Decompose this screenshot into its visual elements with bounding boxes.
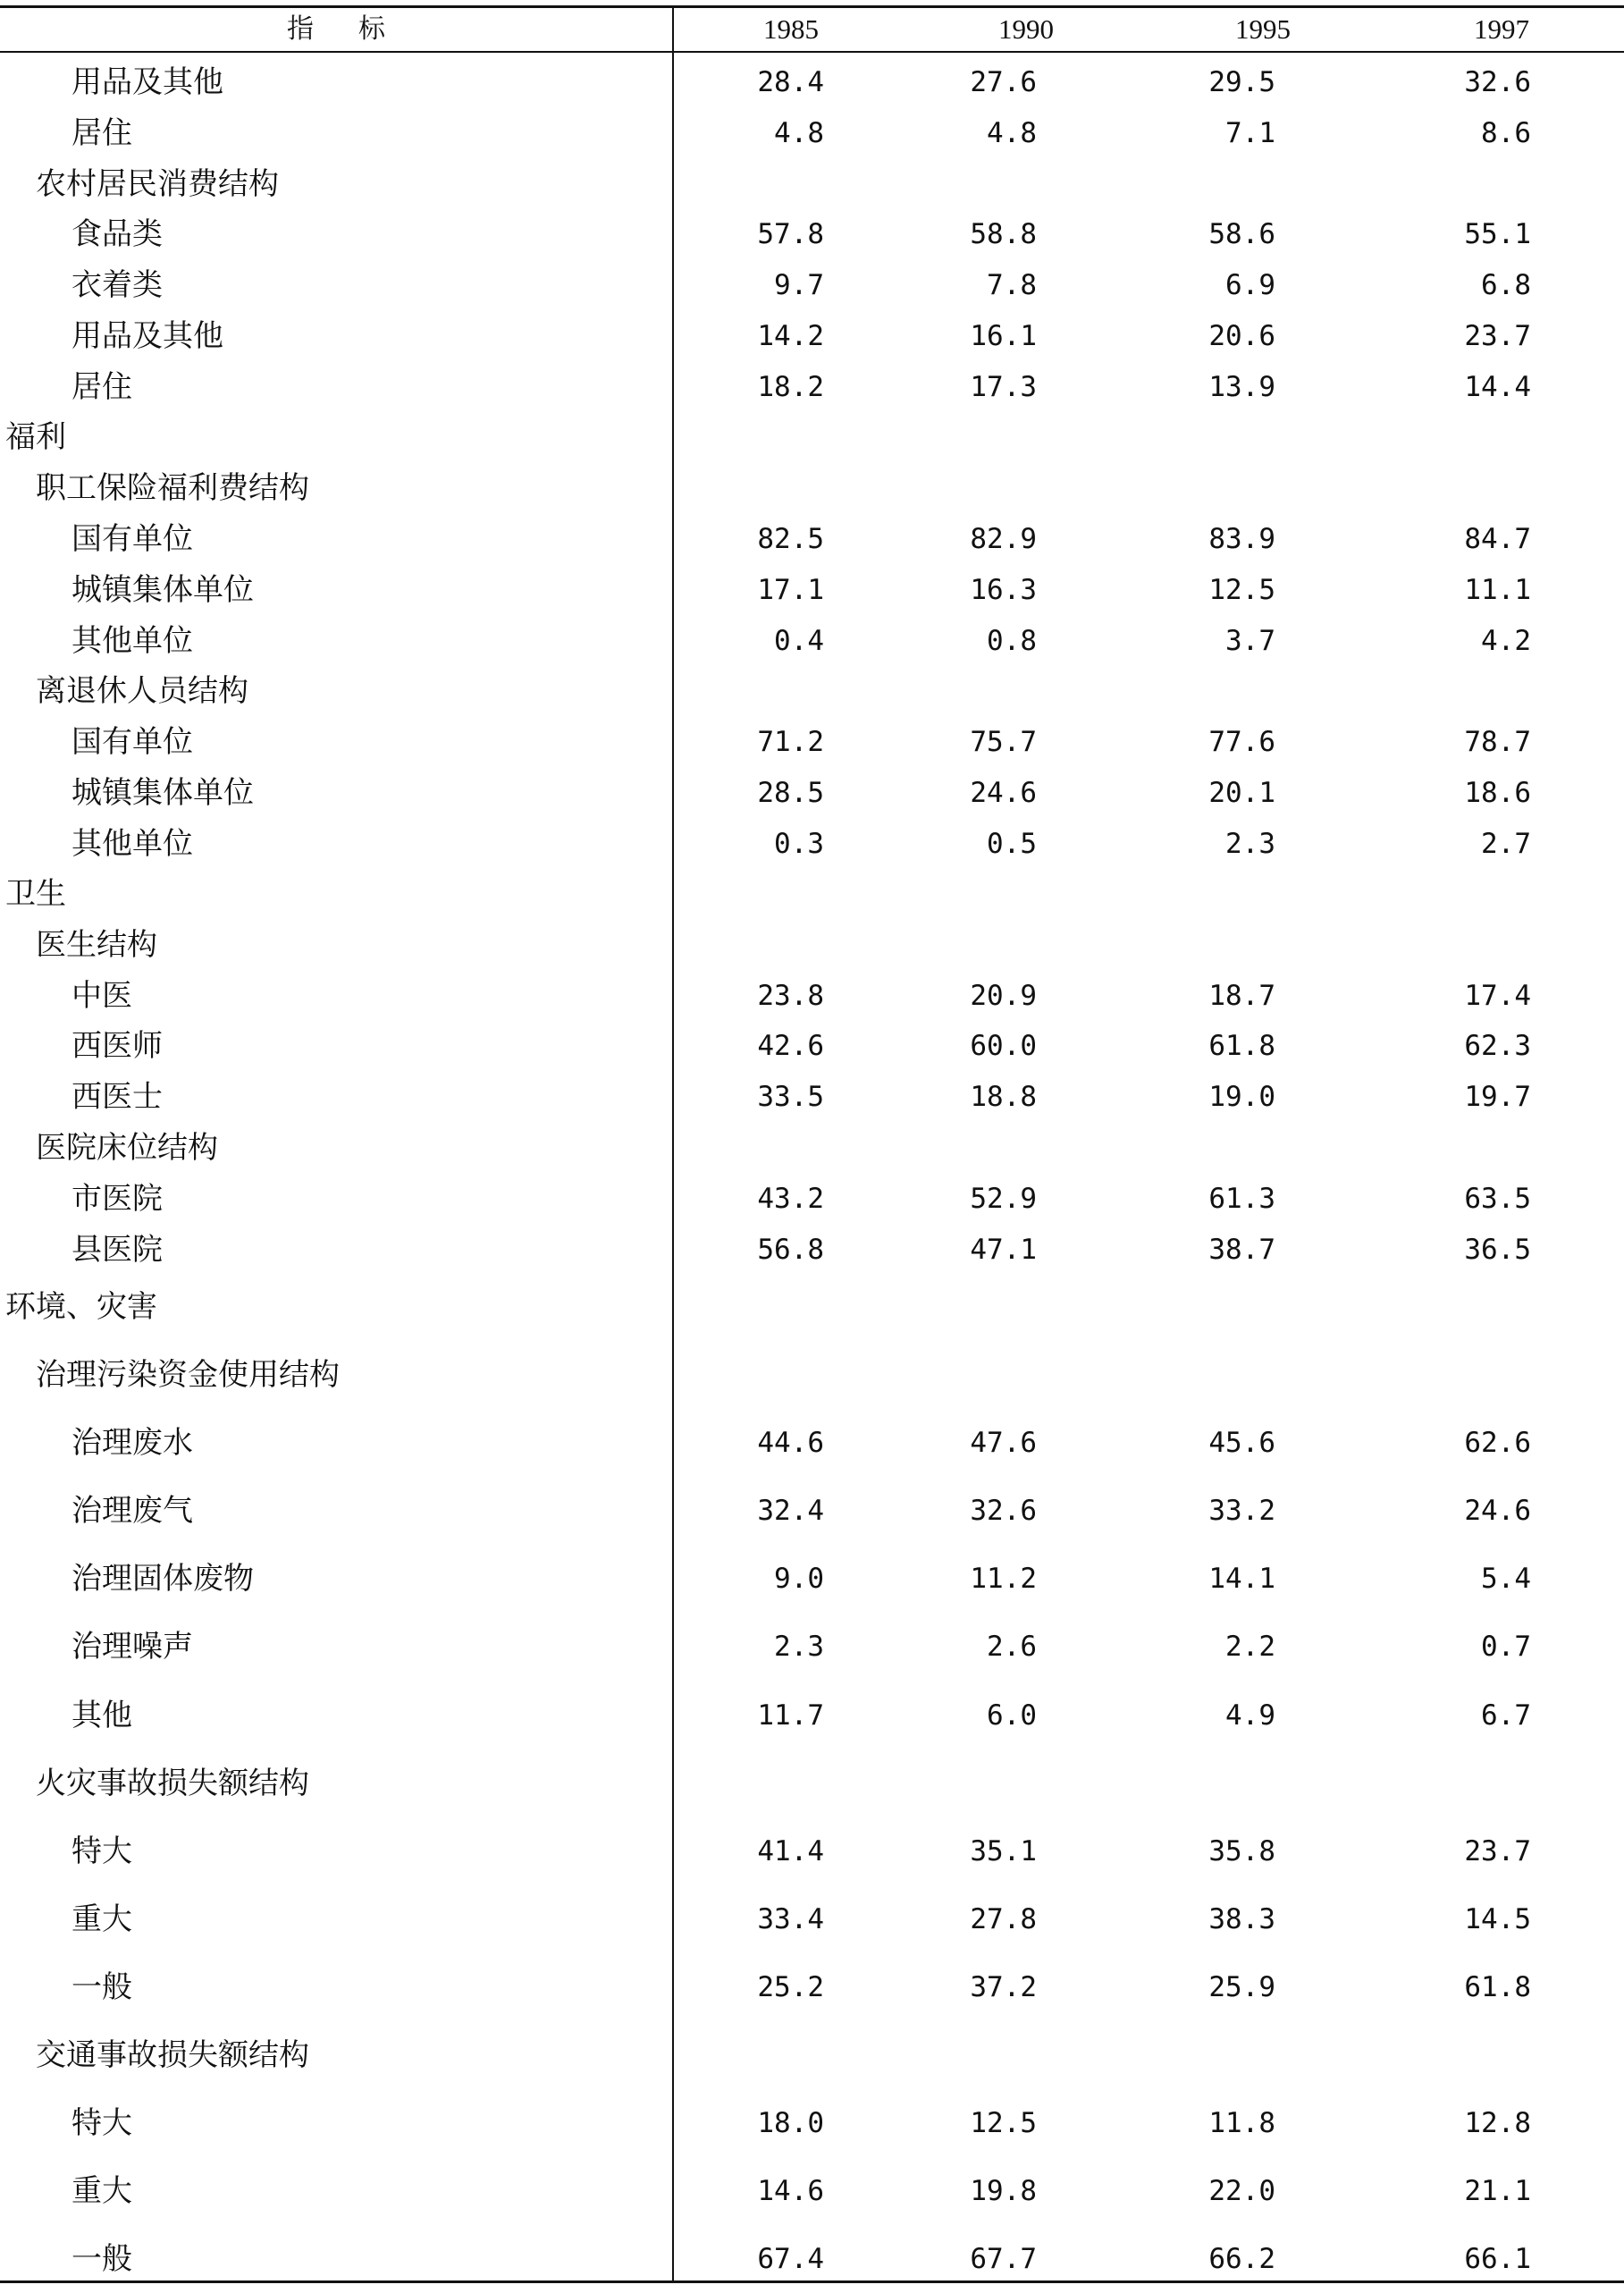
table-row: [0, 978, 1624, 1014]
value-cell-1985: 0.4: [774, 625, 824, 657]
value-cell-1997: 6.7: [1481, 1699, 1531, 1732]
table-row: [0, 115, 1624, 151]
value-cell-1990: 52.9: [970, 1183, 1037, 1215]
value-cell-1985: 4.8: [774, 117, 824, 149]
row-label: 西医士: [72, 1079, 163, 1115]
value-cell-1985: 57.8: [757, 218, 824, 250]
value-cell-1995: 12.5: [1208, 574, 1275, 606]
value-cell-1990: 12.5: [970, 2107, 1037, 2139]
value-cell-1997: 12.8: [1464, 2107, 1531, 2139]
value-cell-1990: 16.3: [970, 574, 1037, 606]
subsection-label: 医院床位结构: [36, 1130, 218, 1166]
table-row: [0, 826, 1624, 862]
value-cell-1995: 14.1: [1208, 1563, 1275, 1595]
value-cell-1985: 43.2: [757, 1183, 824, 1215]
value-cell-1985: 44.6: [757, 1427, 824, 1459]
value-cell-1995: 19.0: [1208, 1081, 1275, 1113]
row-label: 其他单位: [72, 623, 193, 659]
value-cell-1997: 19.7: [1464, 1081, 1531, 1113]
table-row: [0, 1834, 1624, 1869]
header-indicator: 指标: [287, 13, 430, 45]
value-cell-1995: 38.7: [1208, 1234, 1275, 1266]
value-cell-1990: 47.1: [970, 1234, 1037, 1266]
value-cell-1995: 18.7: [1208, 980, 1275, 1012]
table-row: [0, 1493, 1624, 1529]
value-cell-1995: 61.3: [1208, 1183, 1275, 1215]
subsection-label: 火灾事故损失额结构: [36, 1766, 309, 1801]
table-row: [0, 2173, 1624, 2209]
table-header: [0, 8, 1624, 51]
value-cell-1990: 47.6: [970, 1427, 1037, 1459]
table-row: [0, 724, 1624, 760]
value-cell-1985: 17.1: [757, 574, 824, 606]
value-cell-1985: 28.4: [757, 66, 824, 98]
table-row: [0, 1357, 1624, 1393]
value-cell-1995: 35.8: [1208, 1835, 1275, 1867]
value-cell-1985: 33.5: [757, 1081, 824, 1113]
value-cell-1990: 20.9: [970, 980, 1037, 1012]
value-cell-1995: 25.9: [1208, 1971, 1275, 2003]
value-cell-1997: 8.6: [1481, 117, 1531, 149]
subsection-label: 医生结构: [36, 927, 157, 963]
value-cell-1990: 6.0: [987, 1699, 1037, 1732]
value-cell-1985: 2.3: [774, 1631, 824, 1663]
row-label: 衣着类: [72, 267, 163, 303]
table-row: [0, 1130, 1624, 1166]
value-cell-1985: 67.4: [757, 2243, 824, 2275]
row-label: 治理废水: [72, 1425, 193, 1461]
value-cell-1997: 36.5: [1464, 1234, 1531, 1266]
table-row: [0, 1629, 1624, 1665]
table-row: [0, 267, 1624, 303]
value-cell-1990: 35.1: [970, 1835, 1037, 1867]
value-cell-1985: 71.2: [757, 726, 824, 758]
value-cell-1985: 14.6: [757, 2175, 824, 2207]
value-cell-1985: 18.2: [757, 371, 824, 403]
table-row: [0, 1901, 1624, 1937]
table-row: [0, 166, 1624, 202]
value-cell-1990: 27.8: [970, 1903, 1037, 1935]
header-year-1997: 1997: [1474, 13, 1529, 45]
row-label: 城镇集体单位: [72, 775, 254, 811]
row-label: 用品及其他: [72, 318, 223, 354]
value-cell-1997: 61.8: [1464, 1971, 1531, 2003]
subsection-label: 职工保险福利费结构: [36, 470, 309, 506]
value-cell-1990: 24.6: [970, 777, 1037, 809]
subsection-label: 交通事故损失额结构: [36, 2037, 309, 2073]
value-cell-1997: 5.4: [1481, 1563, 1531, 1595]
value-cell-1997: 23.7: [1464, 1835, 1531, 1867]
value-cell-1990: 17.3: [970, 371, 1037, 403]
row-label: 一般: [72, 2241, 132, 2277]
subsection-label: 治理污染资金使用结构: [36, 1357, 340, 1393]
table-row: [0, 1698, 1624, 1733]
table-row: [0, 2105, 1624, 2141]
value-cell-1997: 66.1: [1464, 2243, 1531, 2275]
row-label: 中医: [72, 978, 132, 1014]
row-label: 特大: [72, 1834, 132, 1869]
value-cell-1995: 7.1: [1225, 117, 1275, 149]
value-cell-1995: 20.6: [1208, 320, 1275, 352]
row-label: 用品及其他: [72, 64, 223, 100]
value-cell-1985: 9.0: [774, 1563, 824, 1595]
value-cell-1995: 83.9: [1208, 523, 1275, 555]
value-cell-1985: 82.5: [757, 523, 824, 555]
section-label: 卫生: [5, 876, 66, 912]
value-cell-1995: 66.2: [1208, 2243, 1275, 2275]
table-row: [0, 623, 1624, 659]
value-cell-1985: 28.5: [757, 777, 824, 809]
value-cell-1995: 38.3: [1208, 1903, 1275, 1935]
section-label: 福利: [5, 419, 66, 455]
value-cell-1995: 33.2: [1208, 1495, 1275, 1527]
row-label: 重大: [72, 2173, 132, 2209]
value-cell-1985: 11.7: [757, 1699, 824, 1732]
value-cell-1997: 55.1: [1464, 218, 1531, 250]
value-cell-1985: 33.4: [757, 1903, 824, 1935]
table-row: [0, 1028, 1624, 1064]
value-cell-1997: 4.2: [1481, 625, 1531, 657]
value-cell-1990: 75.7: [970, 726, 1037, 758]
value-cell-1985: 0.3: [774, 828, 824, 860]
value-cell-1990: 4.8: [987, 117, 1037, 149]
table-row: [0, 369, 1624, 405]
value-cell-1997: 62.3: [1464, 1030, 1531, 1062]
row-label: 城镇集体单位: [72, 572, 254, 608]
value-cell-1997: 11.1: [1464, 574, 1531, 606]
value-cell-1990: 7.8: [987, 269, 1037, 301]
row-label: 县医院: [72, 1232, 163, 1268]
row-label: 居住: [72, 369, 132, 405]
table-row: [0, 1969, 1624, 2005]
row-label: 治理废气: [72, 1493, 193, 1529]
table-row: [0, 2037, 1624, 2073]
value-cell-1990: 58.8: [970, 218, 1037, 250]
value-cell-1995: 3.7: [1225, 625, 1275, 657]
table-row: [0, 673, 1624, 709]
row-label: 食品类: [72, 216, 163, 252]
value-cell-1997: 14.4: [1464, 371, 1531, 403]
value-cell-1995: 2.3: [1225, 828, 1275, 860]
table-header-rule: [0, 51, 1624, 53]
table-row: [0, 2241, 1624, 2277]
value-cell-1997: 23.7: [1464, 320, 1531, 352]
row-label: 重大: [72, 1901, 132, 1937]
table-row: [0, 1561, 1624, 1597]
row-label: 国有单位: [72, 724, 193, 760]
value-cell-1995: 6.9: [1225, 269, 1275, 301]
table-row: [0, 64, 1624, 100]
header-year-1990: 1990: [998, 13, 1054, 45]
value-cell-1997: 24.6: [1464, 1495, 1531, 1527]
row-label: 其他: [72, 1698, 132, 1733]
table-row: [0, 1425, 1624, 1461]
value-cell-1997: 32.6: [1464, 66, 1531, 98]
value-cell-1995: 77.6: [1208, 726, 1275, 758]
value-cell-1985: 42.6: [757, 1030, 824, 1062]
value-cell-1990: 82.9: [970, 523, 1037, 555]
value-cell-1995: 58.6: [1208, 218, 1275, 250]
row-label: 一般: [72, 1969, 132, 2005]
row-label: 特大: [72, 2105, 132, 2141]
table-bottom-rule: [0, 2280, 1624, 2283]
value-cell-1990: 32.6: [970, 1495, 1037, 1527]
value-cell-1997: 6.8: [1481, 269, 1531, 301]
value-cell-1997: 62.6: [1464, 1427, 1531, 1459]
value-cell-1985: 32.4: [757, 1495, 824, 1527]
header-year-1995: 1995: [1235, 13, 1291, 45]
value-cell-1995: 13.9: [1208, 371, 1275, 403]
value-cell-1985: 23.8: [757, 980, 824, 1012]
table-row: [0, 521, 1624, 557]
value-cell-1990: 11.2: [970, 1563, 1037, 1595]
value-cell-1985: 41.4: [757, 1835, 824, 1867]
row-label: 西医师: [72, 1028, 163, 1064]
value-cell-1990: 2.6: [987, 1631, 1037, 1663]
value-cell-1985: 9.7: [774, 269, 824, 301]
header-year-1985: 1985: [763, 13, 819, 45]
table-row: [0, 318, 1624, 354]
value-cell-1995: 11.8: [1208, 2107, 1275, 2139]
row-label: 国有单位: [72, 521, 193, 557]
value-cell-1990: 19.8: [970, 2175, 1037, 2207]
value-cell-1997: 17.4: [1464, 980, 1531, 1012]
value-cell-1995: 20.1: [1208, 777, 1275, 809]
section-label: 环境、灾害: [5, 1289, 157, 1325]
value-cell-1990: 27.6: [970, 66, 1037, 98]
value-cell-1990: 37.2: [970, 1971, 1037, 2003]
value-cell-1985: 14.2: [757, 320, 824, 352]
value-cell-1997: 2.7: [1481, 828, 1531, 860]
value-cell-1995: 2.2: [1225, 1631, 1275, 1663]
value-cell-1990: 67.7: [970, 2243, 1037, 2275]
value-cell-1997: 18.6: [1464, 777, 1531, 809]
value-cell-1995: 61.8: [1208, 1030, 1275, 1062]
table-row: [0, 572, 1624, 608]
value-cell-1990: 60.0: [970, 1030, 1037, 1062]
row-label: 治理噪声: [72, 1629, 193, 1665]
table-row: [0, 1232, 1624, 1268]
value-cell-1990: 0.8: [987, 625, 1037, 657]
row-label: 其他单位: [72, 826, 193, 862]
table-row: [0, 876, 1624, 912]
table-row: [0, 1289, 1624, 1325]
value-cell-1985: 56.8: [757, 1234, 824, 1266]
value-cell-1997: 14.5: [1464, 1903, 1531, 1935]
row-label: 市医院: [72, 1181, 163, 1217]
subsection-label: 农村居民消费结构: [36, 166, 279, 202]
value-cell-1995: 45.6: [1208, 1427, 1275, 1459]
value-cell-1997: 0.7: [1481, 1631, 1531, 1663]
value-cell-1990: 16.1: [970, 320, 1037, 352]
value-cell-1997: 84.7: [1464, 523, 1531, 555]
table-row: [0, 1079, 1624, 1115]
value-cell-1995: 22.0: [1208, 2175, 1275, 2207]
value-cell-1990: 0.5: [987, 828, 1037, 860]
value-cell-1997: 78.7: [1464, 726, 1531, 758]
value-cell-1997: 63.5: [1464, 1183, 1531, 1215]
value-cell-1995: 4.9: [1225, 1699, 1275, 1732]
row-label: 居住: [72, 115, 132, 151]
table-row: [0, 1766, 1624, 1801]
table-row: [0, 470, 1624, 506]
table-row: [0, 216, 1624, 252]
row-label: 治理固体废物: [72, 1561, 254, 1597]
table-row: [0, 775, 1624, 811]
table-row: [0, 419, 1624, 455]
table-row: [0, 927, 1624, 963]
value-cell-1985: 18.0: [757, 2107, 824, 2139]
value-cell-1997: 21.1: [1464, 2175, 1531, 2207]
value-cell-1985: 25.2: [757, 1971, 824, 2003]
value-cell-1990: 18.8: [970, 1081, 1037, 1113]
subsection-label: 离退休人员结构: [36, 673, 248, 709]
table-row: [0, 1181, 1624, 1217]
value-cell-1995: 29.5: [1208, 66, 1275, 98]
